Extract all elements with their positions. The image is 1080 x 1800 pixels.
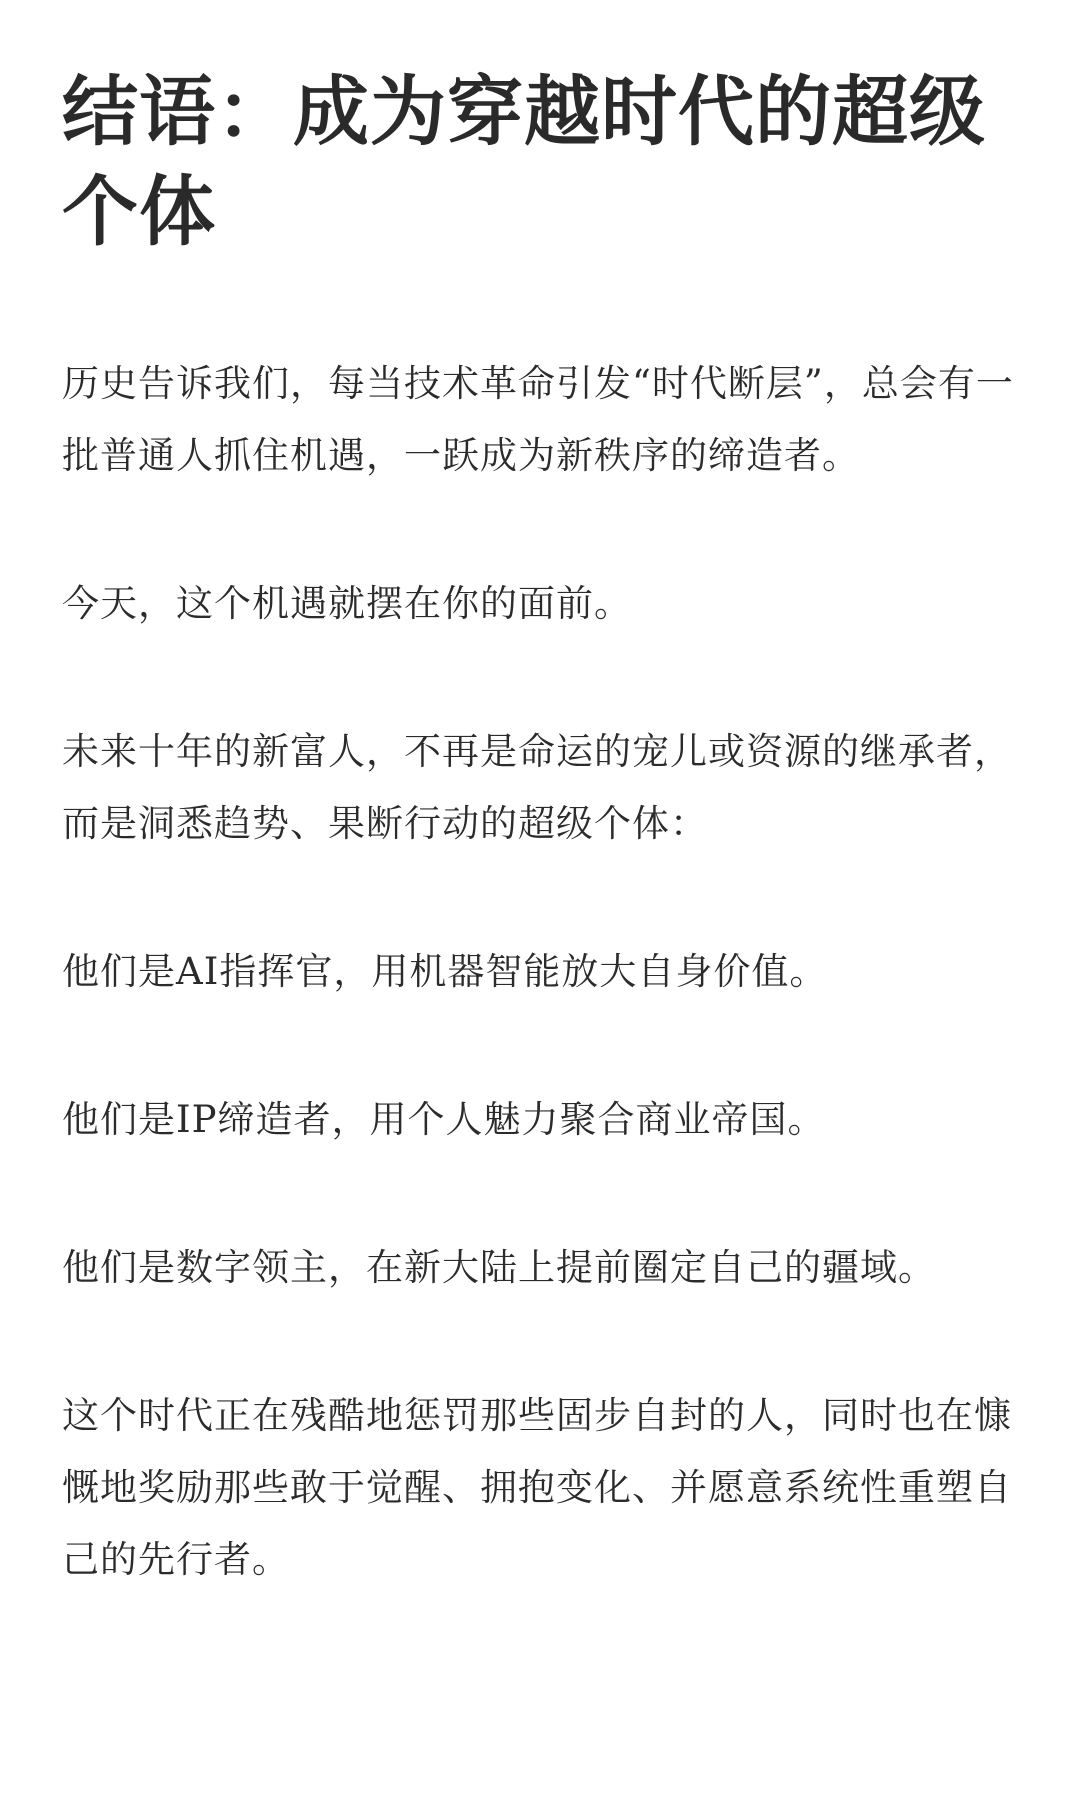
paragraph-conclusion: 这个时代正在残酷地惩罚那些固步自封的人，同时也在慷慨地奖励那些敢于觉醒、拥抱变化、并愿意系统性重塑自己的先行者。 [62, 1394, 1012, 1581]
paragraph-new-rich: 未来十年的新富人，不再是命运的宠儿或资源的继承者，而是洞悉趋势、果断行动的超级个体： [62, 730, 1012, 845]
paragraph-ip-creator: 他们是IP缔造者，用个人魅力聚合商业帝国。 [62, 1098, 826, 1141]
paragraph-history: 历史告诉我们，每当技术革命引发“时代断层”，总会有一批普通人抓住机遇，一跃成为新秩序的缔造者。 [62, 362, 1014, 477]
paragraph-digital-lord: 他们是数字领主，在新大陆上提前圈定自己的疆域。 [62, 1246, 936, 1289]
article-body [62, 348, 1022, 1596]
paragraph-ai-commander: 他们是AI指挥官，用机器智能放大自身价值。 [62, 950, 828, 993]
article-title: 结语：成为穿越时代的超级个体 [62, 67, 986, 256]
article [62, 62, 1022, 1596]
paragraph-opportunity: 今天，这个机遇就摆在你的面前。 [62, 582, 632, 625]
